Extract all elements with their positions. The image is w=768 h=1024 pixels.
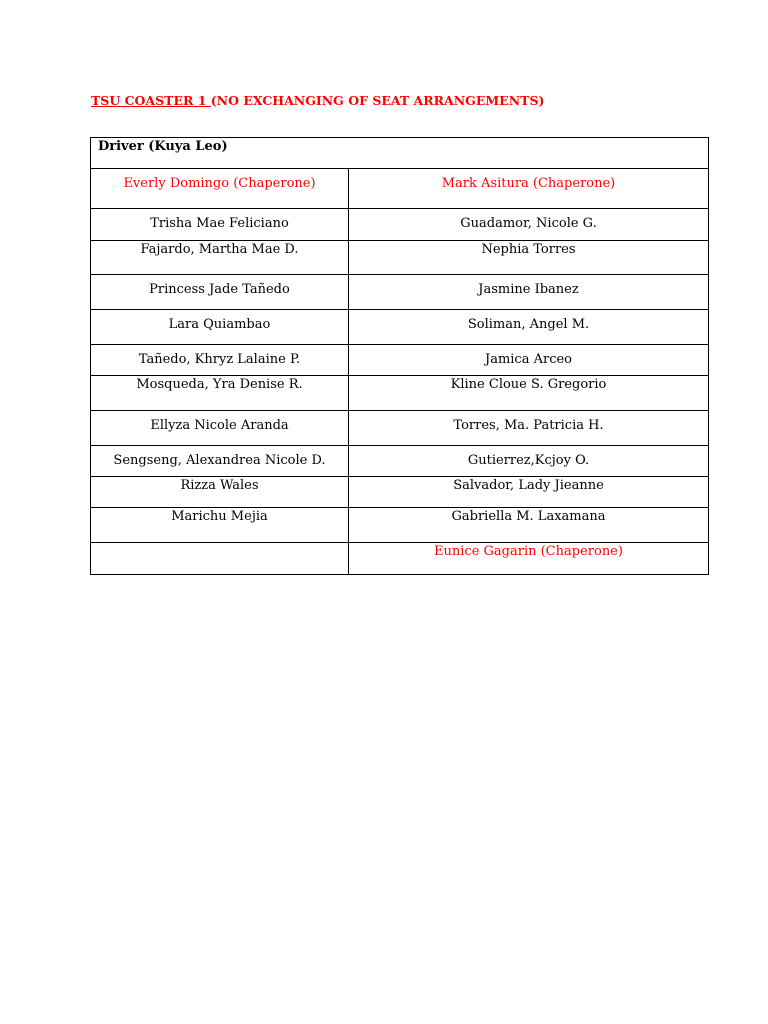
passenger-name: Gabriella M. Laxamana	[451, 509, 606, 524]
seat-cell-left	[91, 411, 349, 446]
seat-cell-right	[349, 169, 709, 209]
passenger-name: Princess Jade Tañedo	[149, 282, 290, 297]
driver-label: Driver (Kuya Leo)	[98, 139, 228, 154]
seat-cell-left	[91, 241, 349, 275]
document-title	[91, 93, 544, 108]
seat-cell-right	[349, 411, 709, 446]
passenger-name: Torres, Ma. Patricia H.	[453, 418, 604, 433]
empty-seat	[91, 543, 348, 550]
seat-cell-left	[91, 310, 349, 345]
seat-cell-left	[91, 508, 349, 543]
seat-arrangement-table	[90, 137, 709, 575]
table-row-chaperone-bottom	[91, 543, 709, 575]
passenger-name: Kline Cloue S. Gregorio	[450, 377, 607, 392]
seat-cell-right	[349, 508, 709, 543]
passenger-name: Gutierrez,Kcjoy O.	[467, 453, 590, 468]
passenger-name: Soliman, Angel M.	[467, 317, 590, 332]
seat-cell-left	[91, 275, 349, 310]
table-row	[91, 241, 709, 275]
passenger-name: Nephia Torres	[481, 242, 576, 257]
passenger-name: Jasmine Ibanez	[478, 282, 579, 297]
passenger-name: Ellyza Nicole Aranda	[150, 418, 289, 433]
chaperone-left-name: Everly Domingo (Chaperone)	[123, 176, 316, 191]
title-note: (NO EXCHANGING OF SEAT ARRANGEMENTS)	[210, 93, 545, 108]
table-row	[91, 411, 709, 446]
seat-cell-right	[349, 446, 709, 477]
passenger-name: Sengseng, Alexandrea Nicole D.	[113, 453, 326, 468]
table-row	[91, 508, 709, 543]
title-coaster-name: TSU COASTER 1	[91, 93, 211, 108]
seat-cell-right	[349, 241, 709, 275]
table-row	[91, 310, 709, 345]
seat-cell-right	[349, 345, 709, 376]
seat-cell-left	[91, 376, 349, 411]
table-row	[91, 477, 709, 508]
passenger-name: Lara Quiambao	[168, 317, 271, 332]
driver-cell	[91, 138, 709, 169]
table-row	[91, 275, 709, 310]
passenger-name: Marichu Mejia	[171, 509, 268, 524]
seat-cell-right	[349, 209, 709, 241]
seat-cell-left	[91, 543, 349, 575]
seat-cell-right	[349, 310, 709, 345]
table-row	[91, 376, 709, 411]
passenger-name: Fajardo, Martha Mae D.	[140, 242, 299, 257]
seat-cell-left	[91, 169, 349, 209]
passenger-name: Trisha Mae Feliciano	[150, 216, 289, 231]
table-row	[91, 345, 709, 376]
chaperone-right-name: Mark Asitura (Chaperone)	[441, 176, 616, 191]
table-row	[91, 446, 709, 477]
table-row-chaperones-top	[91, 169, 709, 209]
passenger-name: Guadamor, Nicole G.	[460, 216, 597, 231]
seat-cell-left	[91, 209, 349, 241]
table-row-driver	[91, 138, 709, 169]
table-row	[91, 209, 709, 241]
seat-cell-left	[91, 477, 349, 508]
passenger-name: Rizza Wales	[180, 478, 259, 493]
passenger-name: Tañedo, Khryz Lalaine P.	[138, 352, 301, 367]
seat-cell-right	[349, 376, 709, 411]
chaperone-bottom-name: Eunice Gagarin (Chaperone)	[434, 544, 623, 559]
passenger-name: Mosqueda, Yra Denise R.	[136, 377, 303, 392]
seat-cell-left	[91, 345, 349, 376]
passenger-name: Jamica Arceo	[484, 352, 572, 367]
seat-cell-left	[91, 446, 349, 477]
seat-cell-right	[349, 477, 709, 508]
seat-cell-right	[349, 543, 709, 575]
seat-cell-right	[349, 275, 709, 310]
passenger-name: Salvador, Lady Jieanne	[453, 478, 604, 493]
